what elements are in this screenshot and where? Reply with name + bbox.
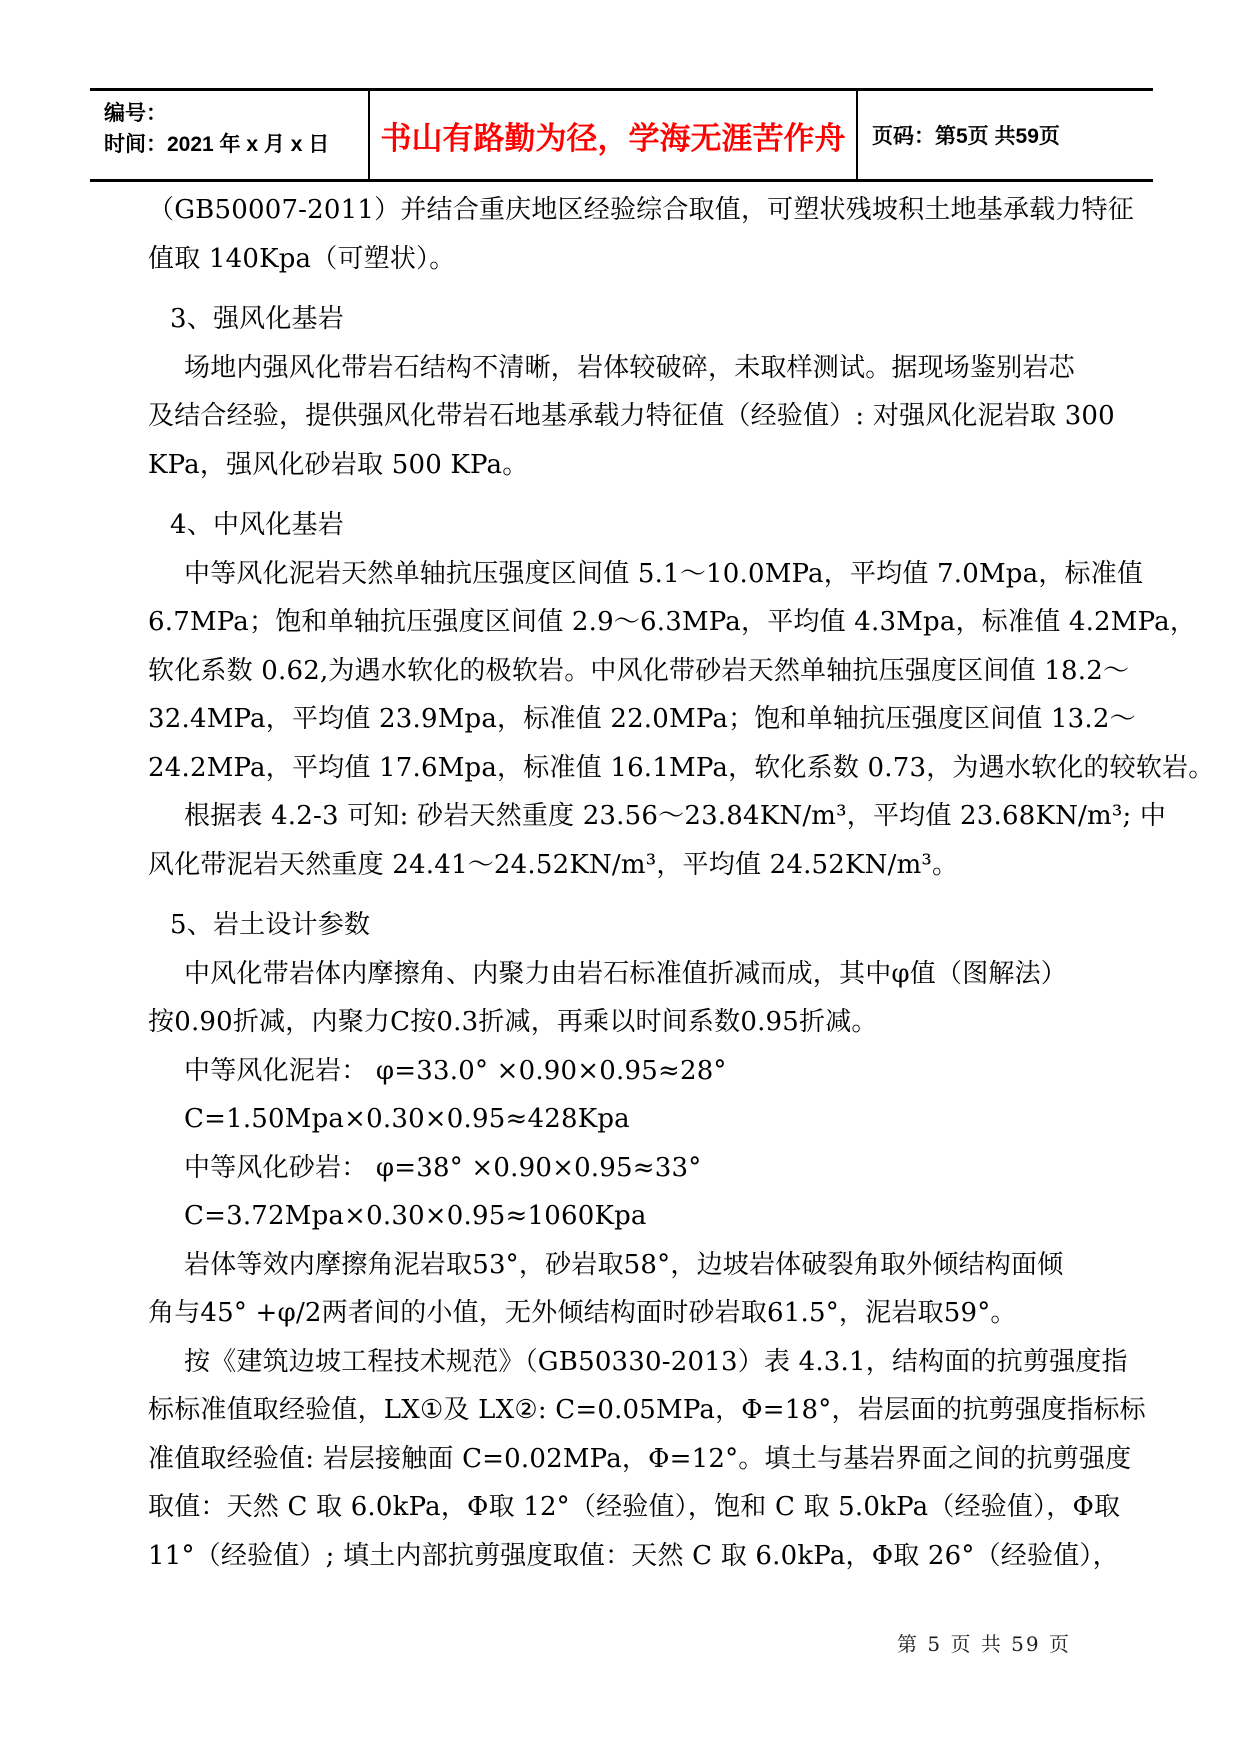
body-line: 5、岩土设计参数 xyxy=(170,910,371,940)
body-line: 标标准值取经验值，LX①及 LX②: C=0.05MPa，Φ=18°，岩层面的抗剪强度指标标 xyxy=(148,1395,1146,1425)
body-line: （GB50007-2011）并结合重庆地区经验综合取值，可塑状残坡积土地基承载力特征 xyxy=(148,195,1134,225)
body-line: 11°（经验值）; 填土内部抗剪强度取值：天然 C 取 6.0kPa，Φ取 26°（经验值）， xyxy=(148,1540,1119,1571)
body-line: 根据表 4.2-3 可知: 砂岩天然重度 23.56～23.84KN/m³，平均值 23.68KN/m³; 中 xyxy=(184,801,1167,831)
body-line: 按0.90折减，内聚力C按0.3折减，再乘以时间系数0.95折减。 xyxy=(148,1007,878,1037)
page-header-table xyxy=(90,88,1153,182)
header-meta-cell xyxy=(90,91,370,179)
body-line: 中等风化砂岩： φ=38° ×0.90×0.95≈33° xyxy=(184,1152,702,1183)
body-line: 软化系数 0.62,为遇水软化的极软岩。中风化带砂岩天然单轴抗压强度区间值 18.2～ xyxy=(148,655,1130,686)
body-line: 4、中风化基岩 xyxy=(170,510,344,540)
body-line: 场地内强风化带岩石结构不清晰，岩体较破碎，未取样测试。据现场鉴别岩芯 xyxy=(184,352,1075,383)
body-line: C=3.72Mpa×0.30×0.95≈1060Kpa xyxy=(184,1201,647,1231)
body-line: 准值取经验值: 岩层接触面 C=0.02MPa，Φ=12°。填土与基岩界面之间的抗剪强度 xyxy=(148,1443,1132,1474)
header-page-cell xyxy=(858,91,1153,179)
body-line: 及结合经验，提供强风化带岩石地基承载力特征值（经验值）: 对强风化泥岩取 300 xyxy=(148,401,1115,431)
body-line: 中风化带岩体内摩擦角、内聚力由岩石标准值折减而成，其中φ值（图解法） xyxy=(184,958,1068,989)
body-line: 取值：天然 C 取 6.0kPa，Φ取 12°（经验值），饱和 C 取 5.0kPa（经验值），Φ取 xyxy=(148,1492,1121,1522)
header-number-label: 编号： xyxy=(104,102,167,125)
footer-page-number: 第 5 页 共 59 页 xyxy=(897,1632,1071,1656)
body-line: 按《建筑边坡工程技术规范》（GB50330-2013）表 4.3.1，结构面的抗剪强度指 xyxy=(184,1346,1128,1377)
body-line: 角与45° +φ/2两者间的小值，无外倾结构面时砂岩取61.5°，泥岩取59°。 xyxy=(148,1298,1017,1328)
body-line: 风化带泥岩天然重度 24.41～24.52KN/m³，平均值 24.52KN/m³。 xyxy=(148,849,959,880)
body-line: 3、强风化基岩 xyxy=(170,304,344,334)
header-date-label: 时间：2021 年 x 月 x 日 xyxy=(104,133,330,156)
body-line: 值取 140Kpa（可塑状）。 xyxy=(148,243,456,274)
body-line: 中等风化泥岩天然单轴抗压强度区间值 5.1～10.0MPa，平均值 7.0Mpa，标准值 xyxy=(184,558,1144,589)
page-footer xyxy=(897,1628,1071,1657)
body-line: 32.4MPa，平均值 23.9Mpa，标准值 22.0MPa；饱和单轴抗压强度区间值 13.2～ xyxy=(148,704,1136,734)
header-page-label: 页码：第5页 共59页 xyxy=(872,125,1060,148)
body-line: 24.2MPa，平均值 17.6Mpa，标准值 16.1MPa，软化系数 0.73，为遇水软化的较软岩。 xyxy=(148,752,1215,783)
document-body xyxy=(148,186,1215,1580)
body-line: 岩体等效内摩擦角泥岩取53°，砂岩取58°，边坡岩体破裂角取外倾结构面倾 xyxy=(184,1249,1064,1280)
body-line: 中等风化泥岩： φ=33.0° ×0.90×0.95≈28° xyxy=(184,1055,727,1086)
body-line: KPa，强风化砂岩取 500 KPa。 xyxy=(148,449,529,480)
body-line: C=1.50Mpa×0.30×0.95≈428Kpa xyxy=(184,1104,630,1134)
header-motto-text: 书山有路勤为径，学海无涯苦作舟 xyxy=(380,120,846,156)
header-motto-cell xyxy=(370,91,858,179)
body-line: 6.7MPa；饱和单轴抗压强度区间值 2.9～6.3MPa，平均值 4.3Mpa，标准值 4.2MPa， xyxy=(148,607,1197,637)
